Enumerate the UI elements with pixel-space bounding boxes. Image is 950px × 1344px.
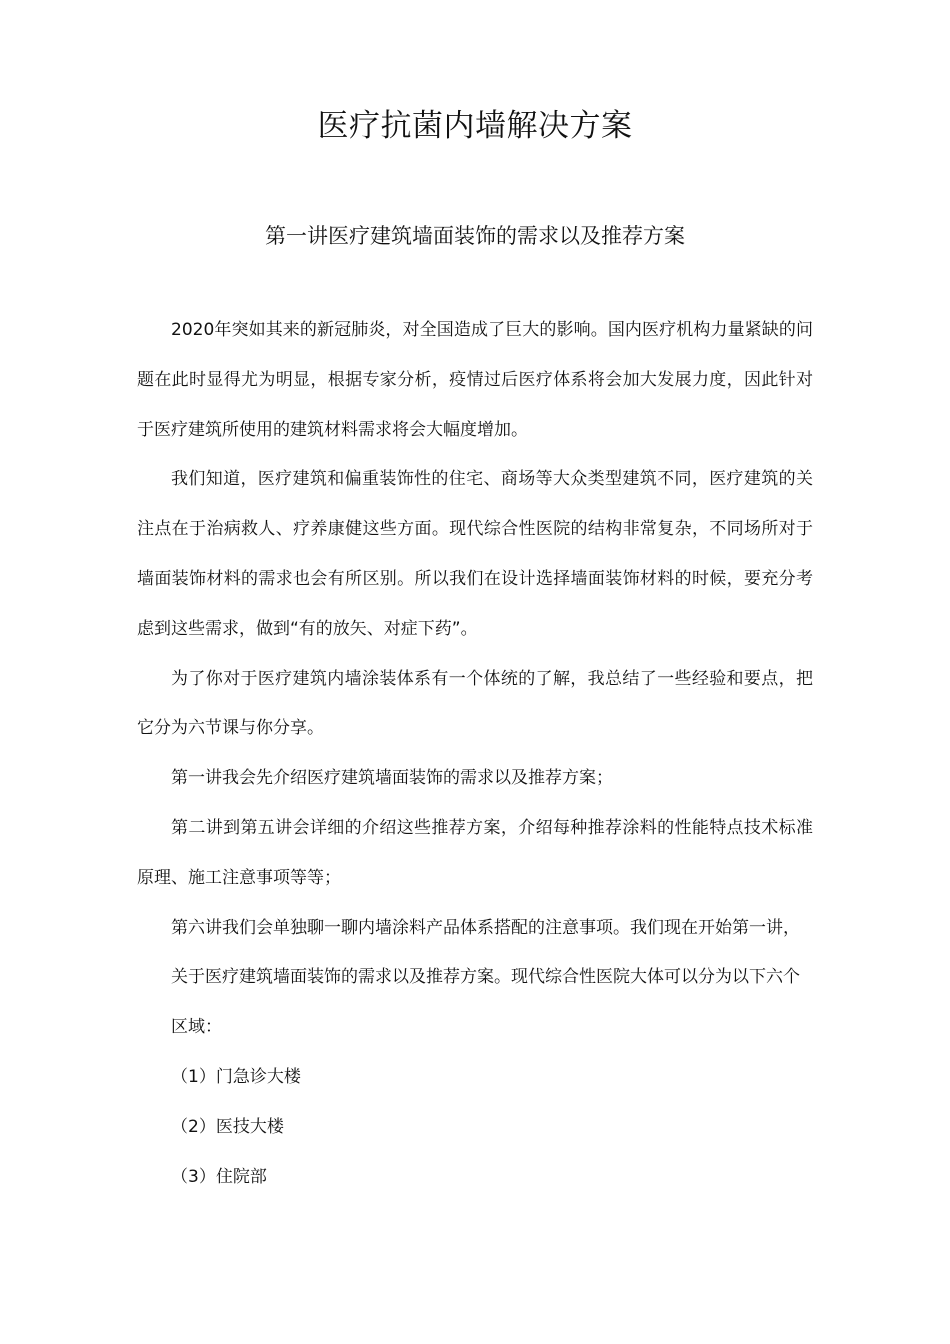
paragraph: 我们知道，医疗建筑和偏重装饰性的住宅、商场等大众类型建筑不同，医疗建筑的关注点在于治病救人、疗养康健这些方面。现代综合性医院的结构非常复杂，不同场所对于墙面装饰材料的需求也会有所区别。所以我们在设计选择墙面装饰材料的时候，要充分考虑到这些需求，做到“有的放矢、对症下药”。 (137, 469, 813, 639)
paragraph: 为了你对于医疗建筑内墙涂装体系有一个体统的了解，我总结了一些经验和要点，把它分为六节课与你分享。 (137, 668, 813, 739)
paragraph-indented: 第六讲我们会单独聊一聊内墙涂料产品体系搭配的注意事项。我们现在开始第一讲，关于医疗建筑墙面装饰的需求以及推荐方案。现代综合性医院大体可以分为以下六个区域： (171, 917, 800, 1038)
document-body (137, 306, 813, 1202)
paragraph: 第一讲我会先介绍医疗建筑墙面装饰的需求以及推荐方案； (171, 768, 613, 789)
paragraph: 2020年突如其来的新冠肺炎，对全国造成了巨大的影响。国内医疗机构力量紧缺的问题在此时显得尤为明显，根据专家分析，疫情过后医疗体系将会加大发展力度，因此针对于医疗建筑所使用的建筑材料需求将会大幅度增加。 (137, 320, 813, 440)
section-title: 第一讲医疗建筑墙面装饰的需求以及推荐方案 (265, 224, 685, 248)
list-item: （3）住院部 (171, 1166, 267, 1187)
list-item: （2）医技大楼 (171, 1116, 284, 1137)
list-item: （1）门急诊大楼 (171, 1066, 301, 1087)
document-title: 医疗抗菌内墙解决方案 (317, 108, 633, 144)
paragraph: 第二讲到第五讲会详细的介绍这些推荐方案，介绍每种推荐涂料的性能特点技术标准原理、施工注意事项等等； (137, 817, 813, 888)
